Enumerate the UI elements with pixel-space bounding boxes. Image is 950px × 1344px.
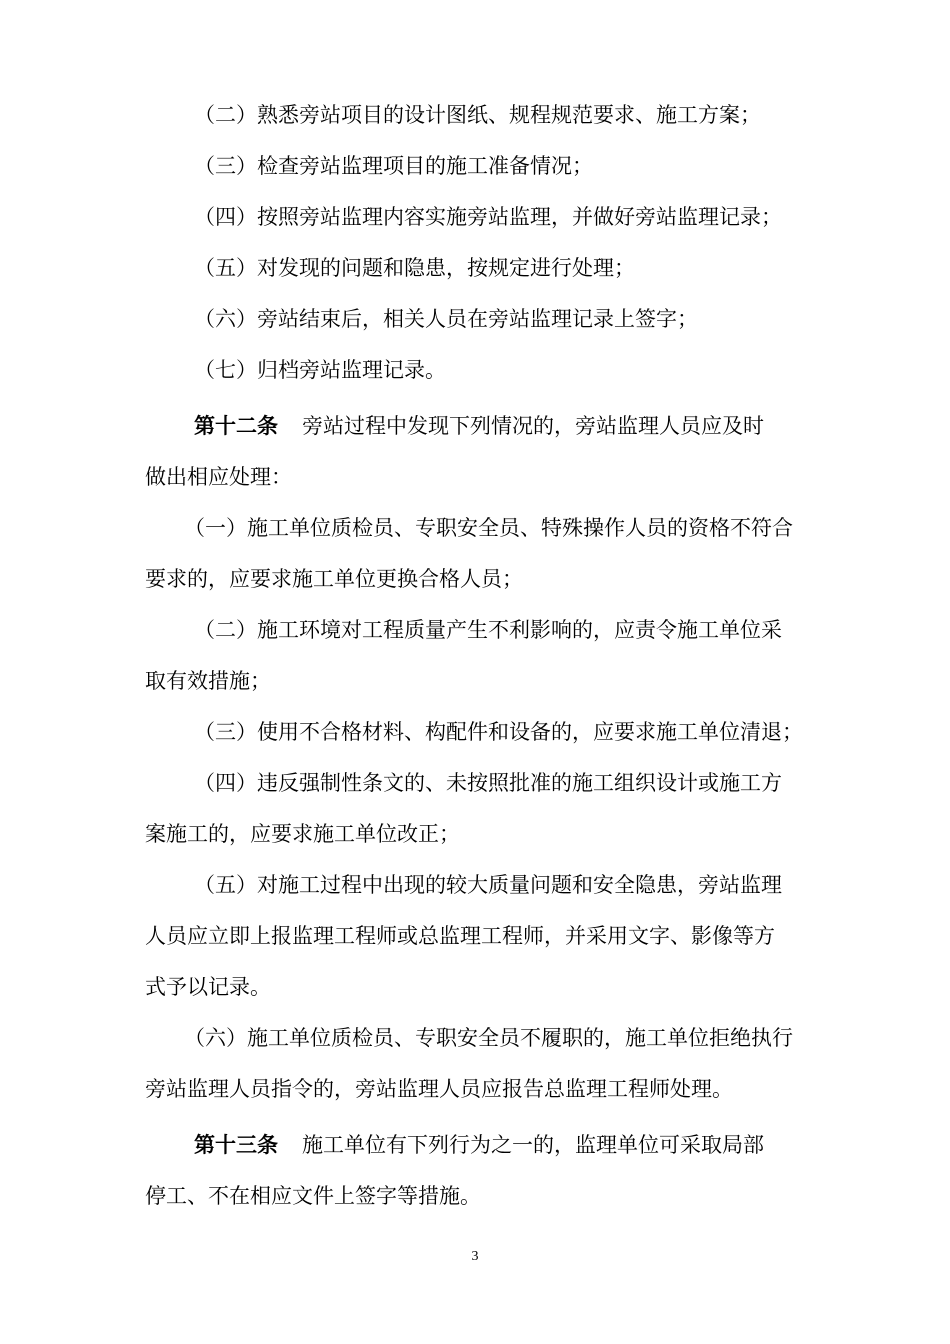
paragraph-line: （六）旁站结束后，相关人员在旁站监理记录上签字； — [194, 307, 698, 331]
list-item-line: 旁站监理人员指令的，旁站监理人员应报告总监理工程师处理。 — [145, 1077, 733, 1101]
paragraph-line: （四）按照旁站监理内容实施旁站监理，并做好旁站监理记录； — [194, 205, 782, 229]
list-item-line: （一）施工单位质检员、专职安全员、特殊操作人员的资格不符合 — [184, 516, 793, 540]
paragraph-line: （二）熟悉旁站项目的设计图纸、规程规范要求、施工方案； — [194, 103, 761, 127]
paragraph-line: （三）检查旁站监理项目的施工准备情况； — [194, 154, 593, 178]
list-item-line: （六）施工单位质检员、专职安全员不履职的，施工单位拒绝执行 — [184, 1026, 793, 1050]
article-heading: 第十二条 — [194, 413, 278, 438]
article-heading: 第十三条 — [194, 1132, 278, 1157]
list-item-line: （四）违反强制性条文的、未按照批准的施工组织设计或施工方 — [194, 771, 782, 795]
list-item-line: （五）对施工过程中出现的较大质量问题和安全隐患，旁站监理 — [194, 873, 782, 897]
list-item-line: 式予以记录。 — [145, 975, 271, 999]
paragraph-line: （七）归档旁站监理记录。 — [194, 358, 446, 382]
article-text: 旁站过程中发现下列情况的，旁站监理人员应及时 — [302, 414, 764, 438]
list-item-line: 案施工的，应要求施工单位改正； — [145, 822, 460, 846]
article-12-paragraph — [194, 411, 764, 441]
list-item-line: （三）使用不合格材料、构配件和设备的，应要求施工单位清退； — [194, 720, 803, 744]
article-text: 施工单位有下列行为之一的，监理单位可采取局部 — [302, 1133, 764, 1157]
article-13-paragraph — [194, 1130, 764, 1160]
page-number: 3 — [471, 1249, 479, 1264]
paragraph-line: （五）对发现的问题和隐患，按规定进行处理； — [194, 256, 635, 280]
list-item-line: 取有效措施； — [145, 669, 271, 693]
list-item-line: （二）施工环境对工程质量产生不利影响的，应责令施工单位采 — [194, 618, 782, 642]
paragraph-line: 做出相应处理： — [145, 465, 292, 489]
paragraph-line: 停工、不在相应文件上签字等措施。 — [145, 1184, 481, 1208]
list-item-line: 人员应立即上报监理工程师或总监理工程师，并采用文字、影像等方 — [145, 924, 775, 948]
list-item-line: 要求的，应要求施工单位更换合格人员； — [145, 567, 523, 591]
